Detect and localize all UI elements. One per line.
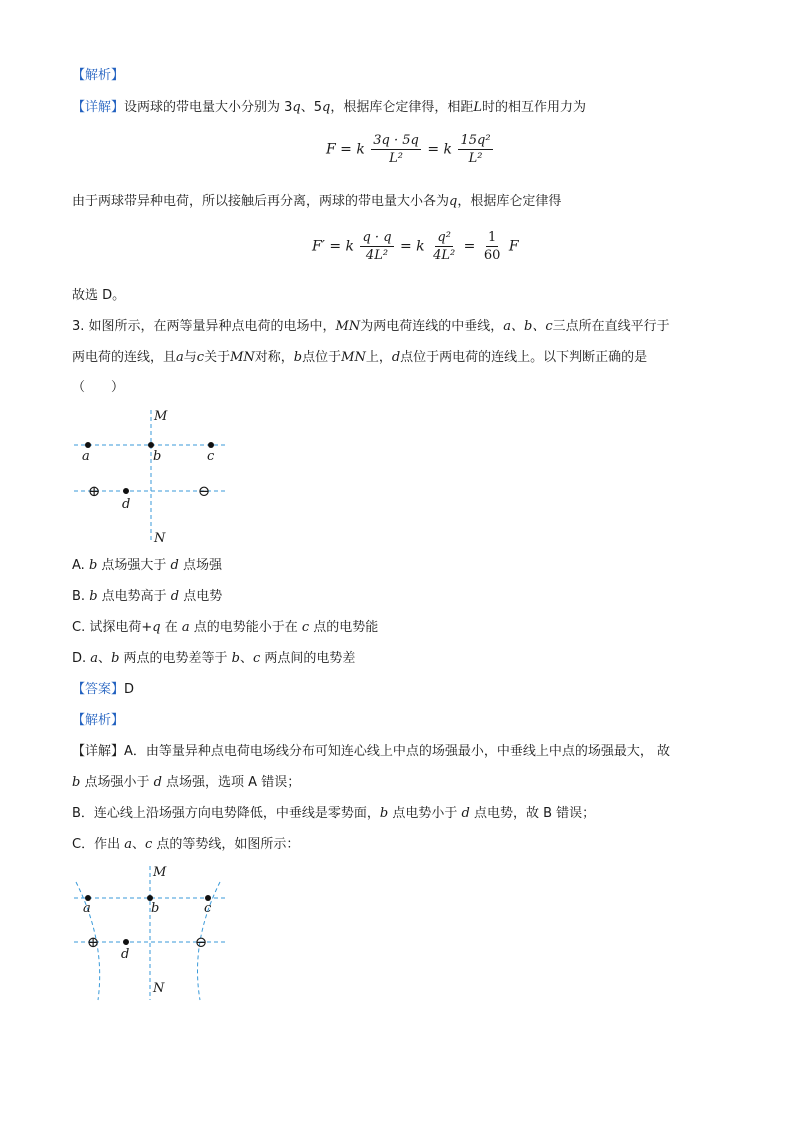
explain-B: B．连心线上沿场强方向电势降低，中垂线是零势面，b 点电势小于 d 点电势，故 B 错误； <box>72 806 596 821</box>
fraction: $\frac{\text{q²}}{\text{4L²}}$ <box>433 230 456 263</box>
label-c: c <box>204 901 212 916</box>
label-M: M <box>154 409 168 424</box>
positive-charge-icon: ⊕ <box>87 482 101 500</box>
negative-charge-icon: ⊖ <box>197 482 211 500</box>
detail-paragraph-1: 【详解】设两球的带电量大小分别为 3q、5q，根据库仑定律得，相距L时的相互作用力为 <box>72 100 587 115</box>
label-a: a <box>83 901 91 916</box>
point-b <box>148 442 154 448</box>
analysis-label-2: 【解析】 <box>72 713 125 728</box>
detail-paragraph-2: 由于两球带异种电荷，所以接触后再分离，两球的带电量大小各为q，根据库仑定律得 <box>72 194 562 209</box>
conclusion-1: 故选 D。 <box>72 288 126 303</box>
label-b: b <box>151 901 160 916</box>
label-M: M <box>153 865 167 880</box>
analysis-label: 【解析】 <box>72 68 125 83</box>
equation-2: F′ = k $\frac{q \cdot q}{\text{4L²}}$ = k $\frac{\text{q²}}{\text{4L²}}$ = $\frac{1}{60}$ F <box>312 230 519 263</box>
explain-A-line-2: b 点场强小于 d 点场强，选项 A 错误； <box>72 775 301 790</box>
label-d: d <box>122 497 131 512</box>
point-c <box>208 442 214 448</box>
question-line-2: 两电荷的连线，且a与c关于MN对称，b点位于MN上，d点位于两电荷的连线上。以下判断正确的是 <box>72 350 648 365</box>
positive-charge-icon: ⊕ <box>86 933 100 951</box>
option-C: C. 试探电荷+q 在 a 点的电势能小于在 c 点的电势能 <box>72 620 379 635</box>
label-d: d <box>121 947 130 962</box>
label-b: b <box>153 449 162 464</box>
equation-1: F = k $\frac{3q \cdot 5q}{\text{L²}}$ = k $\frac{\text{15q²}}{\text{L²}}$ <box>326 133 491 166</box>
point-a <box>85 442 91 448</box>
point-d <box>123 939 129 945</box>
label-c: c <box>207 449 215 464</box>
fraction: $\frac{1}{60}$ <box>483 230 501 263</box>
question-line-1: 3. 如图所示，在两等量异种点电荷的电场中，MN为两电荷连线的中垂线，a、b、c三点所在直线平行于 <box>72 319 670 334</box>
field-diagram-2 <box>70 860 240 1006</box>
option-D: D. a、b 两点的电势差等于 b、c 两点间的电势差 <box>72 651 356 666</box>
field-diagram-1 <box>70 404 240 546</box>
option-B: B. b 点电势高于 d 点电势 <box>72 589 223 604</box>
option-A: A. b 点场强大于 d 点场强 <box>72 558 222 573</box>
answer-line <box>72 681 134 699</box>
negative-charge-icon: ⊖ <box>194 933 208 951</box>
answer-tag: 【答案】 <box>72 682 125 697</box>
fraction: $\frac{q \cdot q}{\text{4L²}}$ <box>362 230 392 263</box>
answer-value: D <box>124 682 135 697</box>
explain-A-line-1: 【详解】A．由等量异种点电荷电场线分布可知连心线上中点的场强最小，中垂线上中点的场强最大， 故 <box>72 744 671 759</box>
fraction: $\frac{3q \cdot 5q}{\text{L²}}$ <box>373 133 419 166</box>
fraction: $\frac{\text{15q²}}{\text{L²}}$ <box>460 133 491 166</box>
label-a: a <box>82 449 90 464</box>
label-N: N <box>154 531 166 546</box>
question-blank: （ ） <box>72 380 125 395</box>
explain-C: C．作出 a、c 点的等势线，如图所示： <box>72 837 300 852</box>
detail-tag: 【详解】 <box>72 100 125 115</box>
point-d <box>123 488 129 494</box>
label-N: N <box>153 981 165 996</box>
